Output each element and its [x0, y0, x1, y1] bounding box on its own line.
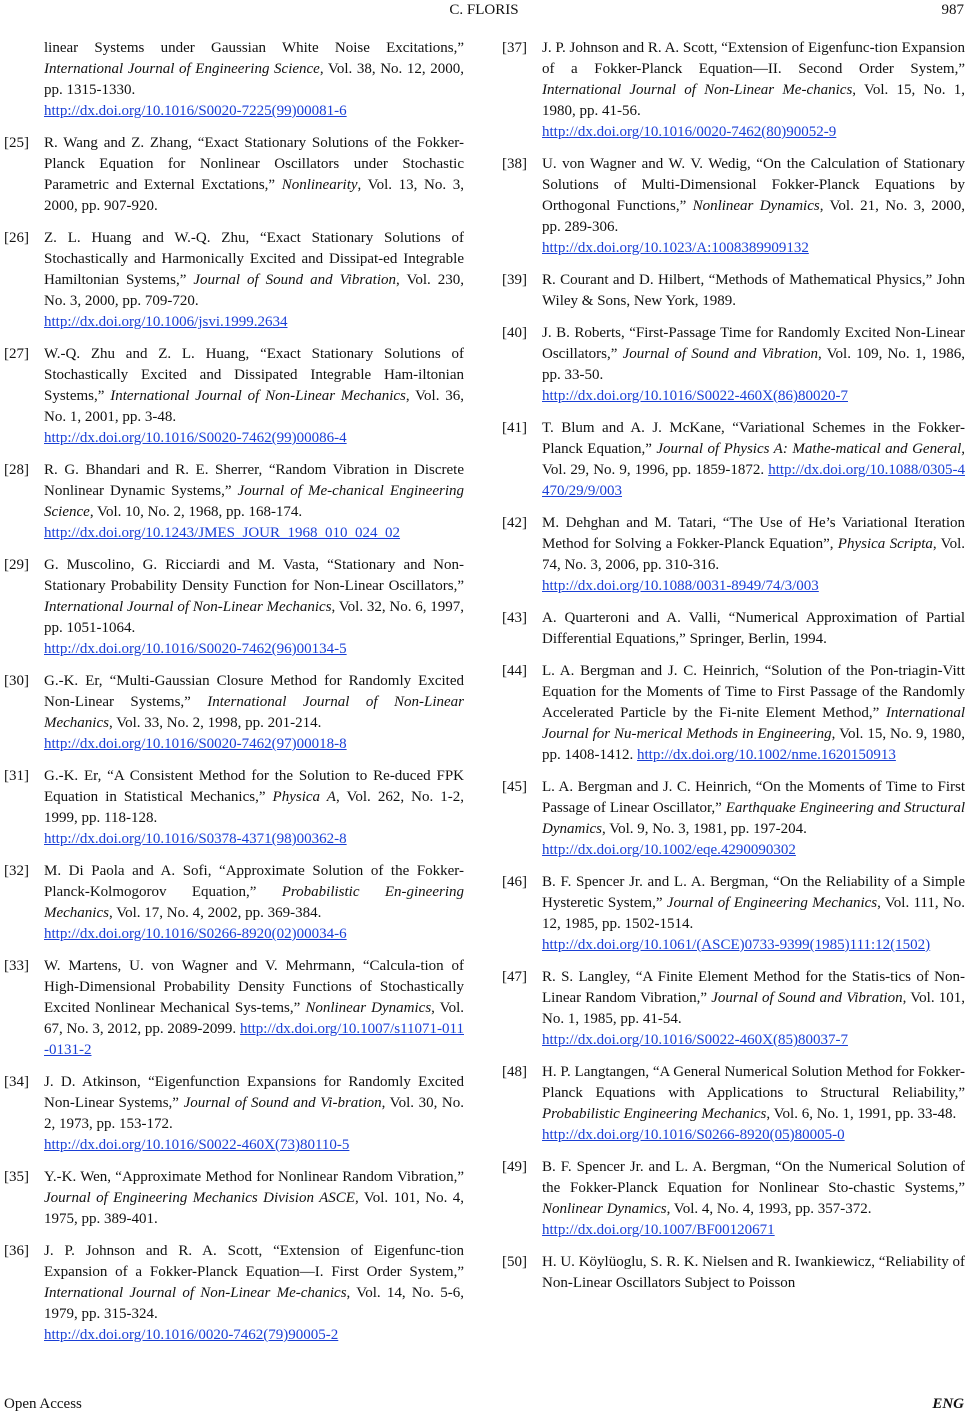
reference-number: [41] [502, 420, 527, 436]
reference-text: L. A. Bergman and J. C. Heinrich, “On the Moments of Time to First Passage of Linear Oscillator,” [542, 779, 965, 816]
reference-journal: Physica A [272, 789, 336, 805]
reference-number: [33] [4, 958, 29, 974]
reference-number: [28] [4, 462, 29, 478]
reference-number: [29] [4, 557, 29, 573]
reference-details: , Vol. 15, No. 1, 1980, pp. 41-56. [542, 82, 965, 119]
reference-doi-link[interactable]: http://dx.doi.org/10.1016/S0266-8920(05)80005-0 [542, 1127, 845, 1143]
reference-entry [502, 1062, 965, 1146]
reference-doi-link[interactable]: http://dx.doi.org/10.1006/jsvi.1999.2634 [44, 314, 288, 330]
reference-entry [4, 1167, 464, 1230]
reference-details: , Vol. 230, No. 3, 2000, pp. 709-720. [44, 272, 464, 309]
reference-journal: Probabilistic En-gineering Mechanics [44, 884, 464, 921]
reference-text: T. Blum and A. J. McKane, “Variational Schemes in the Fokker-Planck Equation,” [542, 420, 965, 457]
reference-details: , Vol. 36, No. 1, 2001, pp. 3-48. [44, 388, 465, 425]
reference-doi-link[interactable]: http://dx.doi.org/10.1016/0020-7462(79)90005-2 [44, 1327, 339, 1343]
reference-doi-link[interactable]: http://dx.doi.org/10.1002/eqe.4290090302 [542, 842, 796, 858]
reference-number: [49] [502, 1159, 527, 1175]
reference-number: [27] [4, 346, 29, 362]
reference-journal: Journal of Sound and Vibration [622, 346, 818, 362]
reference-number: [48] [502, 1064, 527, 1080]
reference-text: J. B. Roberts, “First-Passage Time for Randomly Excited Non-Linear Oscillators,” [542, 325, 965, 362]
reference-text: G.-K. Er, “Multi-Gaussian Closure Method for Randomly Excited Non-Linear Systems,” [44, 673, 464, 710]
reference-journal: Journal of Engineering Mechanics Division ASCE [44, 1190, 355, 1206]
reference-entry [502, 967, 965, 1051]
reference-doi-link[interactable]: http://dx.doi.org/10.1016/S0022-460X(86)80020-7 [542, 388, 848, 404]
reference-entry [4, 555, 464, 660]
reference-details: , Vol. 13, No. 3, 2000, pp. 907-920. [44, 177, 464, 214]
reference-text: G.-K. Er, “A Consistent Method for the Solution to Re-duced FPK Equation in Statistical Mechanics,” [44, 768, 464, 805]
reference-journal: International Journal of Non-Linear Mechanics [44, 599, 332, 615]
reference-journal: Journal of Sound and Vibration [193, 272, 396, 288]
reference-doi-link[interactable]: http://dx.doi.org/10.1016/S0020-7462(96)00134-5 [44, 641, 347, 657]
reference-number: [32] [4, 863, 29, 879]
reference-journal: International Journal of Non-Linear Mechanics [44, 694, 464, 731]
reference-details: , Vol. 17, No. 4, 2002, pp. 369-384. [108, 905, 322, 921]
reference-details: , Vol. 101, No. 4, 1975, pp. 389-401. [44, 1190, 464, 1227]
reference-number: [35] [4, 1169, 29, 1185]
reference-details: , Vol. 9, No. 3, 1981, pp. 197-204. [602, 821, 807, 837]
reference-details: , Vol. 15, No. 9, 1980, pp. 1408-1412. [542, 726, 965, 763]
reference-details: , Vol. 33, No. 2, 1998, pp. 201-214. [108, 715, 322, 731]
reference-doi-link[interactable]: http://dx.doi.org/10.1016/S0022-460X(85)80037-7 [542, 1032, 848, 1048]
reference-number: [50] [502, 1254, 527, 1270]
reference-details: , Vol. 262, No. 1-2, 1999, pp. 118-128. [44, 789, 464, 826]
reference-journal: Nonlinear Dynamics [305, 1000, 432, 1016]
reference-text: Z. L. Huang and W.-Q. Zhu, “Exact Stationary Solutions of Stochastically and Harmonically Excited and Dissipat-ed Integrable Hamiltonian Systems,” [44, 230, 464, 288]
reference-text: J. P. Johnson and R. A. Scott, “Extension of Eigenfunc-tion Expansion of a Fokker-Planck Equation—I. First Order System,” [44, 1243, 464, 1280]
reference-doi-link[interactable]: http://dx.doi.org/10.1061/(ASCE)0733-9399(1985)111:12(1502) [542, 937, 931, 953]
reference-details: , Vol. 101, No. 1, 1985, pp. 41-54. [542, 990, 965, 1027]
reference-journal: International Journal of Non-Linear Me-chanics [542, 82, 853, 98]
reference-details: , Vol. 67, No. 3, 2012, pp. 2089-2099. [44, 1000, 465, 1037]
reference-number: [26] [4, 230, 29, 246]
reference-journal: Nonlinearity [281, 177, 358, 193]
reference-text: R. G. Bhandari and R. E. Sherrer, “Random Vibration in Discrete Nonlinear Dynamic Systems,” [44, 462, 464, 499]
reference-doi-link[interactable]: http://dx.doi.org/10.1023/A:1008389909132 [542, 240, 809, 256]
reference-number: [37] [502, 40, 527, 56]
reference-text: H. U. Köylüoglu, S. R. K. Nielsen and R. Iwankiewicz, “Reliability of Non-Linear Oscillators Subject to Poisson [542, 1254, 965, 1291]
reference-entry [4, 956, 464, 1061]
reference-entry [502, 513, 965, 597]
reference-number: [30] [4, 673, 29, 689]
footer-open-access: Open Access [4, 1396, 82, 1412]
reference-number: [36] [4, 1243, 29, 1259]
reference-number: [31] [4, 768, 29, 784]
reference-journal: Probabilistic Engineering Mechanics [542, 1106, 767, 1122]
reference-number: [42] [502, 515, 527, 531]
reference-journal: Nonlinear Dynamics [692, 198, 820, 214]
reference-details: , Vol. 38, No. 12, 2000, pp. 1315-1330. [44, 61, 464, 98]
reference-number: [34] [4, 1074, 29, 1090]
reference-text: L. A. Bergman and J. C. Heinrich, “Solution of the Pon-triagin-Vitt Equation for the Moments of Time to First Passage of the Randomly Accelerated Particle by the Fi-nite Element Method,” [542, 663, 965, 721]
footer-journal-abbrev: ENG [932, 1396, 964, 1412]
reference-doi-link[interactable]: http://dx.doi.org/10.1016/S0020-7462(99)00086-4 [44, 430, 347, 446]
reference-number: [46] [502, 874, 527, 890]
reference-entry [502, 323, 965, 407]
reference-entry [502, 872, 965, 956]
reference-number: [44] [502, 663, 527, 679]
reference-doi-link[interactable]: http://dx.doi.org/10.1016/S0378-4371(98)00362-8 [44, 831, 347, 847]
reference-journal: Journal of Sound and Vi-bration [183, 1095, 382, 1111]
reference-text: G. Muscolino, G. Ricciardi and M. Vasta, “Stationary and Non-Stationary Probability Density Function for Non-Linear Oscillators,” [44, 557, 464, 594]
reference-entry [4, 861, 464, 945]
reference-entry [4, 228, 464, 333]
reference-text: W.-Q. Zhu and Z. L. Huang, “Exact Stationary Solutions of Stochastically Excited and Dissipated Integrable Ham-iltonian Systems,” [44, 346, 464, 404]
reference-details: , Vol. 21, No. 3, 2000, pp. 289-306. [542, 198, 965, 235]
reference-journal: Journal of Me-chanical Engineering Science [44, 483, 464, 520]
reference-number: [40] [502, 325, 527, 341]
reference-text: Y.-K. Wen, “Approximate Method for Nonlinear Random Vibration,” [44, 1169, 464, 1185]
reference-doi-link[interactable]: http://dx.doi.org/10.1016/0020-7462(80)90052-9 [542, 124, 837, 140]
reference-details: , Vol. 6, No. 1, 1991, pp. 33-48. [766, 1106, 957, 1122]
reference-journal: International Journal for Nu-merical Methods in Engineering [542, 705, 965, 742]
reference-entry [502, 38, 965, 143]
reference-entry [502, 1157, 965, 1241]
reference-journal: International Journal of Non-Linear Me-chanics [44, 1285, 347, 1301]
reference-details: , Vol. 109, No. 1, 1986, pp. 33-50. [542, 346, 965, 383]
page-number: 987 [941, 2, 964, 18]
reference-number: [38] [502, 156, 527, 172]
reference-doi-link[interactable]: http://dx.doi.org/10.1007/s11071-011-0131-2 [44, 1021, 464, 1058]
reference-entry [4, 1072, 464, 1156]
reference-journal: Journal of Engineering Mechanics [666, 895, 878, 911]
reference-journal: International Journal of Engineering Science [44, 61, 320, 77]
reference-details: , Vol. 29, No. 9, 1996, pp. 1859-1872. [542, 441, 966, 478]
reference-journal: Earthquake Engineering and Structural Dynamics [542, 800, 965, 837]
reference-doi-link[interactable]: http://dx.doi.org/10.1016/S0022-460X(73)80110-5 [44, 1137, 350, 1153]
reference-number: [39] [502, 272, 527, 288]
reference-entry [4, 344, 464, 449]
reference-entry [4, 133, 464, 217]
reference-entry [4, 38, 464, 122]
reference-text: M. Di Paola and A. Sofi, “Approximate Solution of the Fokker-Planck-Kolmogorov Equation,” [44, 863, 464, 900]
reference-number: [25] [4, 135, 29, 151]
reference-doi-link[interactable]: http://dx.doi.org/10.1088/0305-4470/29/9/003 [542, 462, 965, 499]
reference-details: , Vol. 14, No. 5-6, 1979, pp. 315-324. [44, 1285, 464, 1322]
reference-entry [502, 1252, 965, 1294]
reference-doi-link[interactable]: http://dx.doi.org/10.1002/nme.1620150913 [637, 747, 896, 763]
reference-journal: Physica Scripta [837, 536, 933, 552]
reference-text: R. Wang and Z. Zhang, “Exact Stationary Solutions of the Fokker-Planck Equation for Nonlinear Oscillators under Stochastic Parametric and External Exctations,” [44, 135, 464, 193]
reference-text: R. Courant and D. Hilbert, “Methods of Mathematical Physics,” John Wiley & Sons, New York, 1989. [542, 272, 965, 309]
reference-details: , Vol. 32, No. 6, 1997, pp. 1051-1064. [44, 599, 464, 636]
reference-doi-link[interactable]: http://dx.doi.org/10.1243/JMES_JOUR_1968_010_024_02 [44, 525, 401, 541]
reference-entry [4, 671, 464, 755]
references-right-column [502, 38, 965, 1305]
reference-text: U. von Wagner and W. V. Wedig, “On the Calculation of Stationary Solutions of Multi-Dimensional Fokker-Planck Equations by Orthogonal Functions,” [542, 156, 965, 214]
reference-text: B. F. Spencer Jr. and L. A. Bergman, “On the Numerical Solution of the Fokker-Planck Equation for Nonlinear Sto-chastic Systems,” [542, 1159, 965, 1196]
reference-journal: Journal of Sound and Vibration [711, 990, 903, 1006]
reference-journal: International Journal of Non-Linear Mechanics [110, 388, 406, 404]
reference-text: R. S. Langley, “A Finite Element Method for the Statis-tics of Non-Linear Random Vibration,” [542, 969, 965, 1006]
reference-journal: Nonlinear Dynamics [542, 1201, 667, 1217]
reference-entry [4, 460, 464, 544]
reference-entry [4, 766, 464, 850]
reference-entry [502, 661, 965, 766]
references-left-column [4, 38, 464, 1357]
reference-details: , Vol. 74, No. 3, 2006, pp. 310-316. [542, 536, 965, 573]
reference-text: B. F. Spencer Jr. and L. A. Bergman, “On the Reliability of a Simple Hysteretic System,” [542, 874, 965, 911]
reference-doi-link[interactable]: http://dx.doi.org/10.1016/S0020-7225(99)00081-6 [44, 103, 347, 119]
reference-doi-link[interactable]: http://dx.doi.org/10.1007/BF00120671 [542, 1222, 775, 1238]
reference-details: , Vol. 10, No. 2, 1968, pp. 168-174. [89, 504, 303, 520]
reference-doi-link[interactable]: http://dx.doi.org/10.1088/0031-8949/74/3/003 [542, 578, 819, 594]
reference-entry [4, 1241, 464, 1346]
reference-details: , Vol. 4, No. 4, 1993, pp. 357-372. [666, 1201, 872, 1217]
reference-number: [45] [502, 779, 527, 795]
reference-entry [502, 608, 965, 650]
reference-text: linear Systems under Gaussian White Noise Excitations,” [44, 40, 464, 56]
reference-details: , Vol. 30, No. 2, 1973, pp. 153-172. [44, 1095, 465, 1132]
reference-entry [502, 270, 965, 312]
reference-journal: Journal of Physics A: Mathe-matical and General [656, 441, 962, 457]
reference-text: J. D. Atkinson, “Eigenfunction Expansions for Randomly Excited Non-Linear Systems,” [44, 1074, 464, 1111]
reference-text: A. Quarteroni and A. Valli, “Numerical Approximation of Partial Differential Equations,” Springer, Berlin, 1994. [542, 610, 965, 647]
reference-text: M. Dehghan and M. Tatari, “The Use of He’s Variational Iteration Method for Solving a Fokker-Planck Equation”, [542, 515, 965, 552]
reference-doi-link[interactable]: http://dx.doi.org/10.1016/S0266-8920(02)00034-6 [44, 926, 347, 942]
reference-text: W. Martens, U. von Wagner and V. Mehrmann, “Calcula-tion of High-Dimensional Probability Density Functions of Stochastically Excited Nonlinear Mechanical Sys-tems,” [44, 958, 464, 1016]
reference-entry [502, 418, 965, 502]
reference-entry [502, 777, 965, 861]
running-header-author: C. FLORIS [449, 2, 519, 18]
reference-number: [43] [502, 610, 527, 626]
reference-number: [47] [502, 969, 527, 985]
reference-text: J. P. Johnson and R. A. Scott, “Extension of Eigenfunc-tion Expansion of a Fokker-Planck Equation—II. Second Order System,” [542, 40, 965, 77]
reference-text: H. P. Langtangen, “A General Numerical Solution Method for Fokker-Planck Equations with Applications to Structural Reliability,” [542, 1064, 965, 1101]
reference-doi-link[interactable]: http://dx.doi.org/10.1016/S0020-7462(97)00018-8 [44, 736, 347, 752]
reference-entry [502, 154, 965, 259]
reference-details: , Vol. 111, No. 12, 1985, pp. 1502-1514. [542, 895, 965, 932]
